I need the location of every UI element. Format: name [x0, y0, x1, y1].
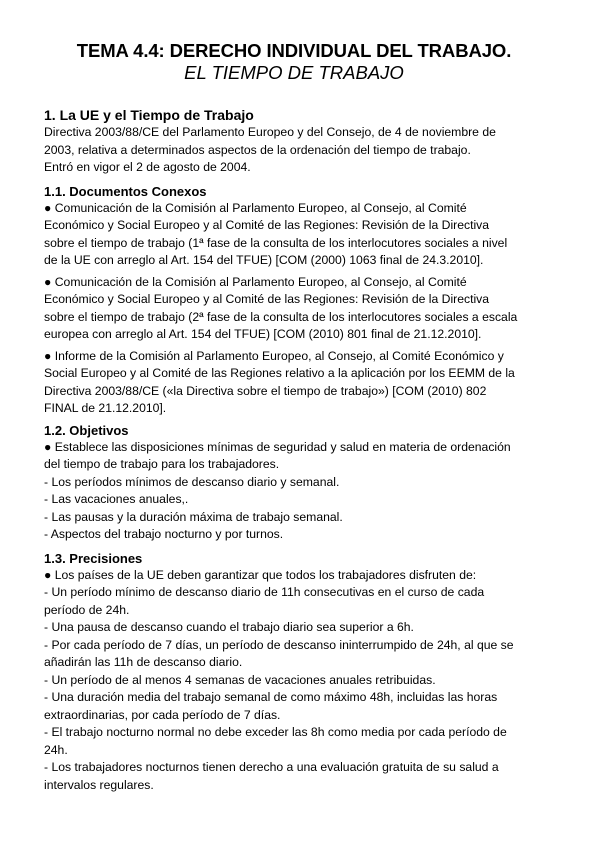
- paragraph-line: ● Comunicación de la Comisión al Parlamento Europeo, al Consejo, al Comité: [44, 200, 467, 215]
- section-body: [44, 439, 544, 544]
- paragraph-line: europea con arreglo al Art. 154 del TFUE) [COM (2010) 801 final de 21.12.2010].: [44, 327, 482, 341]
- paragraph-line: - Los períodos mínimos de descanso diario y semanal.: [44, 474, 340, 489]
- paragraph-line: añadirán las 11h de descanso diario.: [44, 655, 243, 669]
- paragraph-line: - Los trabajadores nocturnos tienen derecho a una evaluación gratuita de su salud a: [44, 760, 499, 774]
- paragraph-line: intervalos regulares.: [44, 777, 154, 792]
- paragraph-line: FINAL de 21.12.2010].: [44, 401, 167, 415]
- paragraph-line: - Una pausa de descanso cuando el trabajo diario sea superior a 6h.: [44, 620, 414, 634]
- paragraph-line: Directiva 2003/88/CE («la Directiva sobre el tiempo de trabajo») [COM (2010) 802: [44, 383, 487, 398]
- paragraph-line: Económico y Social Europeo y al Comité de las Regiones: Revisión de la Directiva: [44, 218, 490, 232]
- paragraph-line: Entró en vigor el 2 de agosto de 2004.: [44, 160, 251, 174]
- paragraph-line: - Un período mínimo de descanso diario de 11h consecutivas en el curso de cada: [44, 585, 485, 599]
- paragraph-line: - Las pausas y la duración máxima de trabajo semanal.: [44, 509, 343, 524]
- section-heading: 1. La UE y el Tiempo de Trabajo: [44, 107, 254, 123]
- paragraph-line: de la UE con arreglo al Art. 154 del TFUE) [COM (2000) 1063 final de 24.3.2010].: [44, 253, 484, 267]
- paragraph-line: - El trabajo nocturno normal no debe exceder las 8h como media por cada período de: [44, 725, 507, 739]
- paragraph-line: ● Comunicación de la Comisión al Parlamento Europeo, al Consejo, al Comité: [44, 274, 467, 289]
- list-item: [44, 200, 544, 270]
- paragraph-line: - Las vacaciones anuales,.: [44, 492, 189, 506]
- paragraph-line: del tiempo de trabajo para los trabajadores.: [44, 457, 280, 471]
- paragraph-line: sobre el tiempo de trabajo (1ª fase de la consulta de los interlocutores sociales a nivel: [44, 235, 508, 250]
- section-body: [44, 124, 544, 177]
- paragraph-line: ● Informe de la Comisión al Parlamento Europeo, al Consejo, al Comité Económico y: [44, 348, 504, 363]
- paragraph-line: - Una duración media del trabajo semanal de como máximo 48h, incluidas las horas: [44, 690, 498, 704]
- paragraph-line: Social Europeo y al Comité de las Regiones relativo a la aplicación por los EEMM de la: [44, 366, 515, 380]
- paragraph-line: ● Establece las disposiciones mínimas de seguridad y salud en materia de ordenación: [44, 439, 511, 454]
- paragraph-line: sobre el tiempo de trabajo (2ª fase de la consulta de los interlocutores sociales a escala: [44, 309, 518, 324]
- section-body: [44, 567, 544, 795]
- subsection-heading: 1.3. Precisiones: [44, 550, 143, 566]
- document-subtitle: EL TIEMPO DE TRABAJO: [184, 62, 404, 83]
- paragraph-line: 24h.: [44, 742, 68, 757]
- paragraph-line: ● Los países de la UE deben garantizar que todos los trabajadores disfruten de:: [44, 567, 477, 582]
- document-title: TEMA 4.4: DERECHO INDIVIDUAL DEL TRABAJO.: [76, 40, 512, 61]
- paragraph-line: Económico y Social Europeo y al Comité de las Regiones: Revisión de la Directiva: [44, 292, 490, 306]
- paragraph-line: - Un período de al menos 4 semanas de vacaciones anuales retribuidas.: [44, 672, 436, 687]
- subsection-heading: 1.2. Objetivos: [44, 422, 129, 438]
- paragraph-line: Directiva 2003/88/CE del Parlamento Europeo y del Consejo, de 4 de noviembre de: [44, 125, 496, 139]
- paragraph-line: - Aspectos del trabajo nocturno y por turnos.: [44, 527, 284, 541]
- paragraph-line: extraordinarias, por cada período de 7 días.: [44, 707, 281, 722]
- list-item: [44, 274, 544, 344]
- paragraph-line: 2003, relativa a determinados aspectos de la ordenación del tiempo de trabajo.: [44, 142, 471, 157]
- subsection-heading: 1.1. Documentos Conexos: [44, 183, 207, 199]
- paragraph-line: período de 24h.: [44, 602, 130, 617]
- paragraph-line: - Por cada período de 7 días, un período de descanso ininterrumpido de 24h, al que se: [44, 637, 514, 652]
- list-item: [44, 348, 544, 418]
